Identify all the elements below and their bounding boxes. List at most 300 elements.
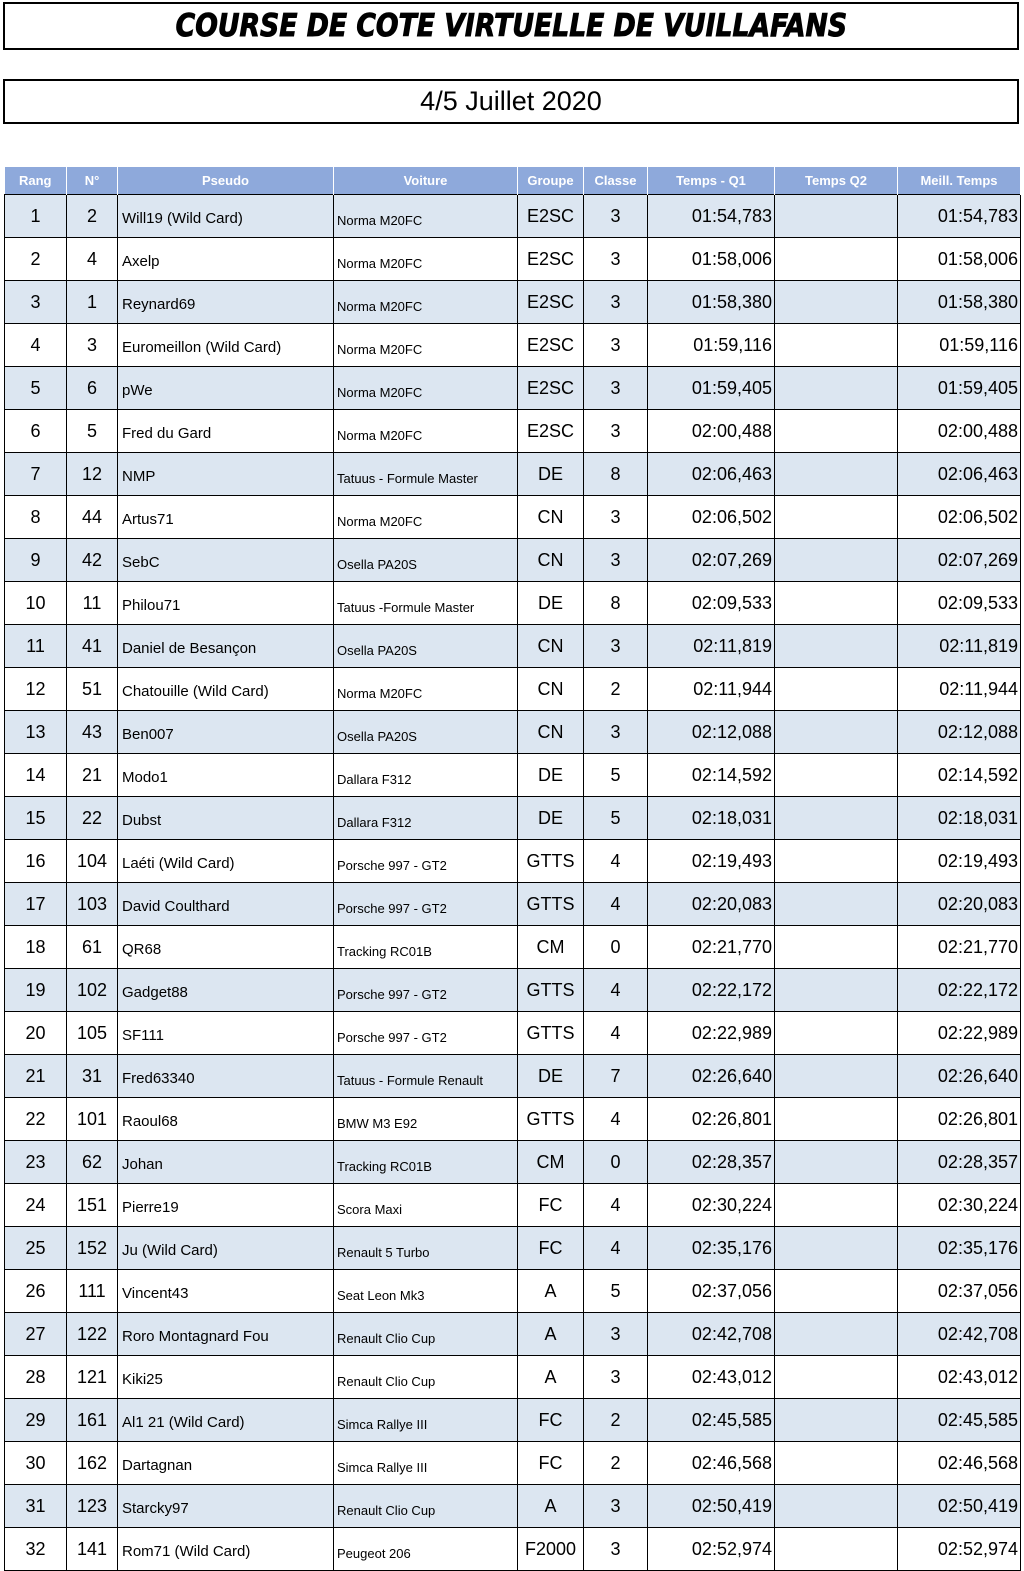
cell-temps-q2 — [775, 1012, 898, 1055]
cell-classe: 5 — [584, 797, 648, 840]
cell-temps-q2 — [775, 668, 898, 711]
cell-pseudo: Johan — [118, 1141, 334, 1184]
cell-temps-q1: 01:58,006 — [648, 238, 775, 281]
cell-voiture: Osella PA20S — [334, 625, 518, 668]
cell-temps-q1: 02:18,031 — [648, 797, 775, 840]
cell-num: 42 — [67, 539, 118, 582]
cell-num: 1 — [67, 281, 118, 324]
cell-voiture: Tatuus - Formule Master — [334, 453, 518, 496]
cell-temps-q1: 02:12,088 — [648, 711, 775, 754]
cell-num: 61 — [67, 926, 118, 969]
cell-voiture: Tracking RC01B — [334, 1141, 518, 1184]
cell-groupe: GTTS — [518, 969, 584, 1012]
cell-rang: 21 — [5, 1055, 67, 1098]
cell-temps-q1: 02:00,488 — [648, 410, 775, 453]
cell-rang: 29 — [5, 1399, 67, 1442]
cell-groupe: CN — [518, 668, 584, 711]
header-temps-q1: Temps - Q1 — [648, 167, 775, 195]
cell-groupe: DE — [518, 1055, 584, 1098]
cell-voiture: Renault Clio Cup — [334, 1485, 518, 1528]
cell-groupe: CN — [518, 711, 584, 754]
cell-num: 122 — [67, 1313, 118, 1356]
cell-voiture: Tracking RC01B — [334, 926, 518, 969]
cell-num: 5 — [67, 410, 118, 453]
header-row — [5, 167, 1021, 195]
cell-num: 2 — [67, 195, 118, 238]
cell-meill-temps: 01:58,380 — [898, 281, 1021, 324]
cell-groupe: DE — [518, 453, 584, 496]
cell-rang: 20 — [5, 1012, 67, 1055]
cell-groupe: GTTS — [518, 883, 584, 926]
cell-classe: 3 — [584, 1313, 648, 1356]
cell-classe: 3 — [584, 324, 648, 367]
cell-classe: 2 — [584, 1399, 648, 1442]
cell-classe: 3 — [584, 539, 648, 582]
cell-temps-q1: 01:58,380 — [648, 281, 775, 324]
header-num: N° — [67, 167, 118, 195]
cell-pseudo: Raoul68 — [118, 1098, 334, 1141]
cell-temps-q1: 02:07,269 — [648, 539, 775, 582]
cell-classe: 8 — [584, 582, 648, 625]
table-row — [5, 1485, 1021, 1528]
cell-rang: 31 — [5, 1485, 67, 1528]
results-body — [5, 195, 1021, 1571]
cell-meill-temps: 02:21,770 — [898, 926, 1021, 969]
cell-voiture: Simca Rallye III — [334, 1399, 518, 1442]
table-row — [5, 1399, 1021, 1442]
cell-rang: 15 — [5, 797, 67, 840]
cell-temps-q2 — [775, 367, 898, 410]
cell-meill-temps: 02:43,012 — [898, 1356, 1021, 1399]
cell-num: 152 — [67, 1227, 118, 1270]
table-row — [5, 1442, 1021, 1485]
cell-rang: 13 — [5, 711, 67, 754]
cell-pseudo: Euromeillon (Wild Card) — [118, 324, 334, 367]
cell-temps-q2 — [775, 754, 898, 797]
cell-rang: 14 — [5, 754, 67, 797]
cell-temps-q2 — [775, 1399, 898, 1442]
cell-temps-q1: 02:28,357 — [648, 1141, 775, 1184]
table-row — [5, 1528, 1021, 1571]
cell-temps-q1: 02:19,493 — [648, 840, 775, 883]
cell-meill-temps: 02:19,493 — [898, 840, 1021, 883]
cell-meill-temps: 02:50,419 — [898, 1485, 1021, 1528]
cell-temps-q1: 02:09,533 — [648, 582, 775, 625]
cell-groupe: FC — [518, 1442, 584, 1485]
cell-classe: 2 — [584, 1442, 648, 1485]
table-row — [5, 281, 1021, 324]
cell-temps-q1: 02:46,568 — [648, 1442, 775, 1485]
cell-voiture: Norma M20FC — [334, 238, 518, 281]
cell-groupe: A — [518, 1313, 584, 1356]
cell-pseudo: Ju (Wild Card) — [118, 1227, 334, 1270]
cell-rang: 7 — [5, 453, 67, 496]
cell-temps-q2 — [775, 1227, 898, 1270]
cell-voiture: Porsche 997 - GT2 — [334, 883, 518, 926]
cell-meill-temps: 02:06,502 — [898, 496, 1021, 539]
cell-pseudo: Philou71 — [118, 582, 334, 625]
table-row — [5, 582, 1021, 625]
table-row — [5, 539, 1021, 582]
table-row — [5, 711, 1021, 754]
cell-voiture: Norma M20FC — [334, 367, 518, 410]
cell-temps-q1: 01:59,116 — [648, 324, 775, 367]
cell-pseudo: Al1 21 (Wild Card) — [118, 1399, 334, 1442]
cell-num: 44 — [67, 496, 118, 539]
cell-meill-temps: 01:59,405 — [898, 367, 1021, 410]
results-table — [4, 167, 1021, 1571]
cell-rang: 26 — [5, 1270, 67, 1313]
cell-temps-q1: 02:11,944 — [648, 668, 775, 711]
header-meill-temps: Meill. Temps — [898, 167, 1021, 195]
cell-num: 123 — [67, 1485, 118, 1528]
cell-classe: 4 — [584, 1098, 648, 1141]
cell-classe: 4 — [584, 883, 648, 926]
cell-classe: 0 — [584, 1141, 648, 1184]
cell-temps-q2 — [775, 883, 898, 926]
cell-temps-q2 — [775, 582, 898, 625]
cell-num: 51 — [67, 668, 118, 711]
cell-temps-q1: 02:14,592 — [648, 754, 775, 797]
table-row — [5, 1227, 1021, 1270]
cell-meill-temps: 02:18,031 — [898, 797, 1021, 840]
cell-num: 31 — [67, 1055, 118, 1098]
cell-temps-q1: 02:52,974 — [648, 1528, 775, 1571]
cell-pseudo: Vincent43 — [118, 1270, 334, 1313]
cell-temps-q2 — [775, 1141, 898, 1184]
cell-temps-q2 — [775, 1055, 898, 1098]
cell-voiture: Simca Rallye III — [334, 1442, 518, 1485]
cell-meill-temps: 02:28,357 — [898, 1141, 1021, 1184]
cell-temps-q2 — [775, 1485, 898, 1528]
cell-temps-q1: 02:20,083 — [648, 883, 775, 926]
cell-voiture: Dallara F312 — [334, 754, 518, 797]
cell-temps-q1: 02:06,463 — [648, 453, 775, 496]
header-classe: Classe — [584, 167, 648, 195]
table-row — [5, 367, 1021, 410]
table-row — [5, 1012, 1021, 1055]
cell-groupe: E2SC — [518, 324, 584, 367]
cell-temps-q2 — [775, 625, 898, 668]
cell-temps-q1: 02:37,056 — [648, 1270, 775, 1313]
cell-pseudo: Axelp — [118, 238, 334, 281]
cell-rang: 6 — [5, 410, 67, 453]
cell-num: 111 — [67, 1270, 118, 1313]
cell-voiture: Scora Maxi — [334, 1184, 518, 1227]
cell-classe: 3 — [584, 1356, 648, 1399]
cell-num: 41 — [67, 625, 118, 668]
cell-meill-temps: 02:26,801 — [898, 1098, 1021, 1141]
cell-rang: 4 — [5, 324, 67, 367]
cell-temps-q2 — [775, 1442, 898, 1485]
cell-num: 103 — [67, 883, 118, 926]
title-box — [3, 2, 1019, 50]
cell-groupe: GTTS — [518, 1012, 584, 1055]
cell-voiture: Renault Clio Cup — [334, 1356, 518, 1399]
cell-groupe: A — [518, 1270, 584, 1313]
table-row — [5, 625, 1021, 668]
cell-voiture: Dallara F312 — [334, 797, 518, 840]
cell-pseudo: Daniel de Besançon — [118, 625, 334, 668]
cell-voiture: Tatuus - Formule Renault — [334, 1055, 518, 1098]
cell-temps-q2 — [775, 1184, 898, 1227]
cell-rang: 9 — [5, 539, 67, 582]
cell-classe: 3 — [584, 1528, 648, 1571]
cell-meill-temps: 02:45,585 — [898, 1399, 1021, 1442]
cell-meill-temps: 02:30,224 — [898, 1184, 1021, 1227]
cell-rang: 32 — [5, 1528, 67, 1571]
cell-groupe: DE — [518, 582, 584, 625]
cell-temps-q1: 02:21,770 — [648, 926, 775, 969]
cell-rang: 12 — [5, 668, 67, 711]
table-row — [5, 238, 1021, 281]
cell-meill-temps: 02:42,708 — [898, 1313, 1021, 1356]
cell-pseudo: Starcky97 — [118, 1485, 334, 1528]
cell-rang: 10 — [5, 582, 67, 625]
cell-groupe: E2SC — [518, 238, 584, 281]
cell-groupe: CN — [518, 625, 584, 668]
cell-num: 162 — [67, 1442, 118, 1485]
date-box — [3, 79, 1019, 124]
cell-temps-q2 — [775, 453, 898, 496]
cell-meill-temps: 02:26,640 — [898, 1055, 1021, 1098]
cell-num: 12 — [67, 453, 118, 496]
table-row — [5, 797, 1021, 840]
cell-rang: 11 — [5, 625, 67, 668]
cell-groupe: E2SC — [518, 281, 584, 324]
cell-temps-q1: 02:22,989 — [648, 1012, 775, 1055]
cell-groupe: F2000 — [518, 1528, 584, 1571]
cell-classe: 4 — [584, 1012, 648, 1055]
cell-classe: 2 — [584, 668, 648, 711]
cell-groupe: FC — [518, 1399, 584, 1442]
cell-meill-temps: 02:37,056 — [898, 1270, 1021, 1313]
cell-temps-q1: 02:11,819 — [648, 625, 775, 668]
cell-meill-temps: 02:09,533 — [898, 582, 1021, 625]
cell-classe: 3 — [584, 195, 648, 238]
cell-rang: 27 — [5, 1313, 67, 1356]
cell-classe: 3 — [584, 496, 648, 539]
cell-rang: 28 — [5, 1356, 67, 1399]
cell-temps-q2 — [775, 1313, 898, 1356]
cell-temps-q2 — [775, 711, 898, 754]
cell-voiture: Porsche 997 - GT2 — [334, 969, 518, 1012]
table-row — [5, 969, 1021, 1012]
cell-rang: 2 — [5, 238, 67, 281]
cell-num: 6 — [67, 367, 118, 410]
cell-temps-q2 — [775, 1270, 898, 1313]
cell-num: 102 — [67, 969, 118, 1012]
cell-num: 151 — [67, 1184, 118, 1227]
cell-voiture: BMW M3 E92 — [334, 1098, 518, 1141]
cell-groupe: E2SC — [518, 410, 584, 453]
cell-temps-q2 — [775, 840, 898, 883]
table-row — [5, 1098, 1021, 1141]
cell-classe: 3 — [584, 1485, 648, 1528]
cell-classe: 8 — [584, 453, 648, 496]
cell-pseudo: Fred du Gard — [118, 410, 334, 453]
cell-temps-q1: 02:06,502 — [648, 496, 775, 539]
cell-meill-temps: 02:11,819 — [898, 625, 1021, 668]
cell-meill-temps: 02:22,172 — [898, 969, 1021, 1012]
cell-meill-temps: 02:52,974 — [898, 1528, 1021, 1571]
cell-rang: 25 — [5, 1227, 67, 1270]
table-row — [5, 195, 1021, 238]
cell-groupe: CM — [518, 926, 584, 969]
cell-groupe: GTTS — [518, 1098, 584, 1141]
table-row — [5, 668, 1021, 711]
cell-groupe: CN — [518, 496, 584, 539]
cell-pseudo: Modo1 — [118, 754, 334, 797]
cell-temps-q2 — [775, 496, 898, 539]
cell-num: 4 — [67, 238, 118, 281]
cell-pseudo: David Coulthard — [118, 883, 334, 926]
cell-temps-q2 — [775, 539, 898, 582]
cell-temps-q1: 02:35,176 — [648, 1227, 775, 1270]
cell-voiture: Norma M20FC — [334, 281, 518, 324]
cell-meill-temps: 02:22,989 — [898, 1012, 1021, 1055]
cell-rang: 23 — [5, 1141, 67, 1184]
cell-rang: 24 — [5, 1184, 67, 1227]
cell-meill-temps: 01:58,006 — [898, 238, 1021, 281]
cell-pseudo: Roro Montagnard Fou — [118, 1313, 334, 1356]
table-row — [5, 754, 1021, 797]
cell-groupe: CM — [518, 1141, 584, 1184]
cell-temps-q1: 01:54,783 — [648, 195, 775, 238]
cell-groupe: DE — [518, 797, 584, 840]
cell-voiture: Osella PA20S — [334, 711, 518, 754]
header-groupe: Groupe — [518, 167, 584, 195]
cell-pseudo: Fred63340 — [118, 1055, 334, 1098]
cell-pseudo: Artus71 — [118, 496, 334, 539]
cell-groupe: E2SC — [518, 367, 584, 410]
cell-classe: 4 — [584, 969, 648, 1012]
table-row — [5, 1055, 1021, 1098]
cell-pseudo: Rom71 (Wild Card) — [118, 1528, 334, 1571]
cell-voiture: Seat Leon Mk3 — [334, 1270, 518, 1313]
cell-rang: 5 — [5, 367, 67, 410]
page-title: COURSE DE COTE VIRTUELLE DE VUILLAFANS — [175, 8, 847, 44]
cell-voiture: Norma M20FC — [334, 496, 518, 539]
cell-temps-q2 — [775, 926, 898, 969]
table-row — [5, 1356, 1021, 1399]
cell-num: 3 — [67, 324, 118, 367]
cell-meill-temps: 02:20,083 — [898, 883, 1021, 926]
cell-voiture: Renault 5 Turbo — [334, 1227, 518, 1270]
cell-groupe: GTTS — [518, 840, 584, 883]
table-row — [5, 410, 1021, 453]
table-row — [5, 1270, 1021, 1313]
cell-num: 141 — [67, 1528, 118, 1571]
cell-num: 11 — [67, 582, 118, 625]
cell-rang: 22 — [5, 1098, 67, 1141]
cell-rang: 16 — [5, 840, 67, 883]
cell-meill-temps: 02:00,488 — [898, 410, 1021, 453]
cell-num: 105 — [67, 1012, 118, 1055]
cell-temps-q1: 02:26,801 — [648, 1098, 775, 1141]
cell-temps-q2 — [775, 1356, 898, 1399]
cell-classe: 3 — [584, 281, 648, 324]
cell-temps-q1: 02:26,640 — [648, 1055, 775, 1098]
cell-voiture: Norma M20FC — [334, 668, 518, 711]
table-row — [5, 883, 1021, 926]
cell-temps-q1: 02:45,585 — [648, 1399, 775, 1442]
cell-groupe: FC — [518, 1227, 584, 1270]
cell-temps-q1: 02:50,419 — [648, 1485, 775, 1528]
cell-pseudo: SebC — [118, 539, 334, 582]
cell-meill-temps: 02:06,463 — [898, 453, 1021, 496]
cell-classe: 4 — [584, 1184, 648, 1227]
event-date: 4/5 Juillet 2020 — [420, 86, 602, 116]
cell-rang: 19 — [5, 969, 67, 1012]
cell-temps-q2 — [775, 1528, 898, 1571]
cell-rang: 17 — [5, 883, 67, 926]
table-row — [5, 496, 1021, 539]
cell-temps-q2 — [775, 281, 898, 324]
header-voiture: Voiture — [334, 167, 518, 195]
cell-voiture: Norma M20FC — [334, 324, 518, 367]
cell-meill-temps: 02:07,269 — [898, 539, 1021, 582]
cell-classe: 3 — [584, 625, 648, 668]
cell-temps-q2 — [775, 1098, 898, 1141]
cell-classe: 5 — [584, 754, 648, 797]
cell-pseudo: Pierre19 — [118, 1184, 334, 1227]
cell-voiture: Tatuus -Formule Master — [334, 582, 518, 625]
cell-temps-q2 — [775, 969, 898, 1012]
cell-pseudo: Will19 (Wild Card) — [118, 195, 334, 238]
cell-voiture: Peugeot 206 — [334, 1528, 518, 1571]
cell-meill-temps: 02:46,568 — [898, 1442, 1021, 1485]
cell-groupe: DE — [518, 754, 584, 797]
cell-voiture: Renault Clio Cup — [334, 1313, 518, 1356]
table-row — [5, 1184, 1021, 1227]
cell-temps-q2 — [775, 410, 898, 453]
cell-rang: 3 — [5, 281, 67, 324]
cell-groupe: E2SC — [518, 195, 584, 238]
header-pseudo: Pseudo — [118, 167, 334, 195]
cell-pseudo: Kiki25 — [118, 1356, 334, 1399]
cell-num: 101 — [67, 1098, 118, 1141]
cell-temps-q2 — [775, 195, 898, 238]
cell-pseudo: Ben007 — [118, 711, 334, 754]
cell-classe: 3 — [584, 410, 648, 453]
cell-pseudo: Gadget88 — [118, 969, 334, 1012]
cell-rang: 30 — [5, 1442, 67, 1485]
cell-classe: 3 — [584, 367, 648, 410]
cell-temps-q2 — [775, 238, 898, 281]
cell-classe: 4 — [584, 1227, 648, 1270]
cell-rang: 18 — [5, 926, 67, 969]
cell-temps-q1: 02:22,172 — [648, 969, 775, 1012]
cell-pseudo: Chatouille (Wild Card) — [118, 668, 334, 711]
header-temps-q2: Temps Q2 — [775, 167, 898, 195]
cell-meill-temps: 02:11,944 — [898, 668, 1021, 711]
table-row — [5, 840, 1021, 883]
cell-rang: 8 — [5, 496, 67, 539]
cell-num: 161 — [67, 1399, 118, 1442]
table-row — [5, 1141, 1021, 1184]
cell-pseudo: Reynard69 — [118, 281, 334, 324]
cell-temps-q2 — [775, 797, 898, 840]
cell-voiture: Porsche 997 - GT2 — [334, 1012, 518, 1055]
cell-num: 43 — [67, 711, 118, 754]
cell-voiture: Norma M20FC — [334, 410, 518, 453]
cell-pseudo: pWe — [118, 367, 334, 410]
cell-classe: 4 — [584, 840, 648, 883]
cell-num: 22 — [67, 797, 118, 840]
cell-pseudo: Laéti (Wild Card) — [118, 840, 334, 883]
cell-meill-temps: 02:12,088 — [898, 711, 1021, 754]
